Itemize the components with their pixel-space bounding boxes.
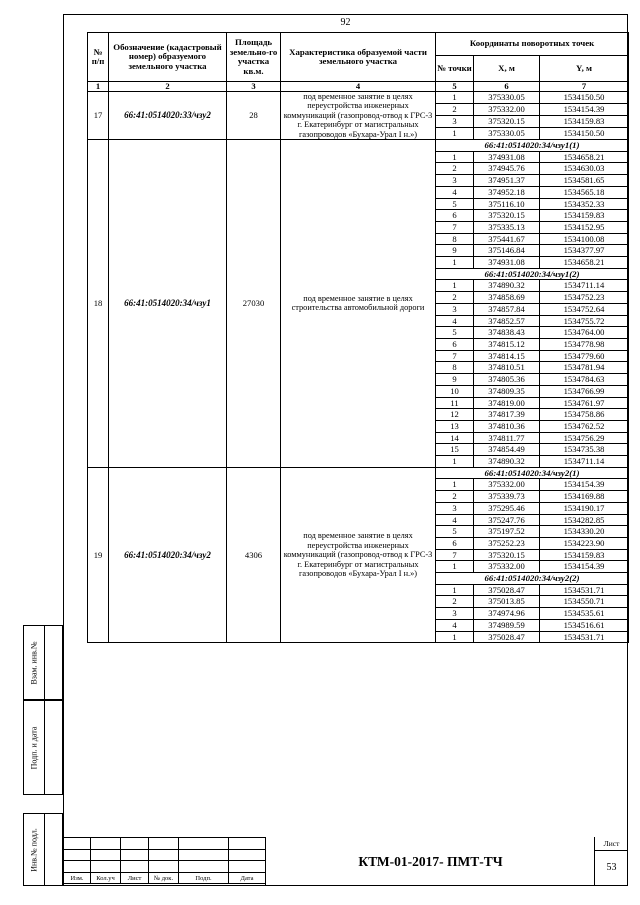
y-coordinate: 1534784.63 bbox=[540, 374, 629, 386]
row-number: 18 bbox=[88, 140, 109, 468]
y-coordinate: 1534535.61 bbox=[540, 608, 629, 620]
point-number: 2 bbox=[436, 292, 474, 304]
x-coordinate: 375332.00 bbox=[474, 561, 540, 573]
x-coordinate: 374890.32 bbox=[474, 280, 540, 292]
point-number: 1 bbox=[436, 92, 474, 104]
y-coordinate: 1534377.97 bbox=[540, 245, 629, 257]
x-coordinate: 375028.47 bbox=[474, 631, 540, 643]
x-coordinate: 375028.47 bbox=[474, 584, 540, 596]
y-coordinate: 1534711.14 bbox=[540, 456, 629, 468]
column-number: 5 bbox=[436, 82, 474, 92]
point-number: 5 bbox=[436, 327, 474, 339]
point-number: 3 bbox=[436, 608, 474, 620]
y-coordinate: 1534330.20 bbox=[540, 526, 629, 538]
x-coordinate: 374931.08 bbox=[474, 257, 540, 269]
table-row bbox=[88, 92, 629, 104]
y-coordinate: 1534190.17 bbox=[540, 502, 629, 514]
x-coordinate: 374952.18 bbox=[474, 186, 540, 198]
y-coordinate: 1534781.94 bbox=[540, 362, 629, 374]
x-coordinate: 375330.05 bbox=[474, 128, 540, 140]
point-number: 3 bbox=[436, 502, 474, 514]
y-coordinate: 1534752.23 bbox=[540, 292, 629, 304]
table-row bbox=[88, 467, 629, 479]
x-coordinate: 374974.96 bbox=[474, 608, 540, 620]
header-y: Y, м bbox=[540, 56, 629, 82]
y-coordinate: 1534778.98 bbox=[540, 338, 629, 350]
side-label-replace: Взам. инв.№ bbox=[29, 640, 39, 685]
point-number: 10 bbox=[436, 385, 474, 397]
y-coordinate: 1534100.08 bbox=[540, 233, 629, 245]
point-number: 7 bbox=[436, 350, 474, 362]
point-number: 1 bbox=[436, 561, 474, 573]
side-label-inventory: Инв.№ подл. bbox=[29, 827, 39, 872]
y-coordinate: 1534516.61 bbox=[540, 619, 629, 631]
point-number: 1 bbox=[436, 456, 474, 468]
x-coordinate: 374815.12 bbox=[474, 338, 540, 350]
cadastral-number: 66:41:0514020:34/чзу2 bbox=[109, 467, 227, 643]
x-coordinate: 374945.76 bbox=[474, 163, 540, 175]
side-box-inventory bbox=[23, 813, 63, 886]
y-coordinate: 1534761.97 bbox=[540, 397, 629, 409]
x-coordinate: 375441.67 bbox=[474, 233, 540, 245]
x-coordinate: 374951.37 bbox=[474, 175, 540, 187]
point-number: 3 bbox=[436, 175, 474, 187]
x-coordinate: 375339.73 bbox=[474, 491, 540, 503]
point-number: 12 bbox=[436, 409, 474, 421]
x-coordinate: 375320.15 bbox=[474, 210, 540, 222]
x-coordinate: 375330.05 bbox=[474, 92, 540, 104]
stamp-col-label: Лист bbox=[121, 872, 149, 884]
point-number: 6 bbox=[436, 537, 474, 549]
stamp-col-label: Изм. bbox=[64, 872, 91, 884]
header-point: № точки bbox=[436, 56, 474, 82]
area-value: 4306 bbox=[227, 467, 281, 643]
y-coordinate: 1534755.72 bbox=[540, 315, 629, 327]
x-coordinate: 374809.35 bbox=[474, 385, 540, 397]
coordinates-table bbox=[87, 32, 629, 643]
column-number: 4 bbox=[281, 82, 436, 92]
y-coordinate: 1534550.71 bbox=[540, 596, 629, 608]
x-coordinate: 375320.15 bbox=[474, 549, 540, 561]
x-coordinate: 374817.39 bbox=[474, 409, 540, 421]
x-coordinate: 374814.15 bbox=[474, 350, 540, 362]
stamp-table bbox=[63, 837, 266, 884]
side-box-replace bbox=[23, 625, 63, 700]
y-coordinate: 1534154.39 bbox=[540, 561, 629, 573]
x-coordinate: 374854.49 bbox=[474, 444, 540, 456]
header-area: Площадь земельно-го участка кв.м. bbox=[227, 33, 281, 82]
y-coordinate: 1534658.21 bbox=[540, 257, 629, 269]
y-coordinate: 1534658.21 bbox=[540, 151, 629, 163]
characteristic-text: под временное занятие в целях переустройства инженерных коммуникаций (газопровод-отвод к ГРС-3 г. Екатеринбург от магистральных газопроводов «Бухара-Урал I н.») bbox=[281, 92, 436, 140]
x-coordinate: 374858.69 bbox=[474, 292, 540, 304]
title-block bbox=[63, 837, 628, 886]
contour-title: 66:41:0514020:34/чзу1(1) bbox=[436, 140, 629, 152]
y-coordinate: 1534581.65 bbox=[540, 175, 629, 187]
x-coordinate: 375332.00 bbox=[474, 104, 540, 116]
point-number: 2 bbox=[436, 596, 474, 608]
x-coordinate: 374852.57 bbox=[474, 315, 540, 327]
x-coordinate: 375335.13 bbox=[474, 221, 540, 233]
area-value: 28 bbox=[227, 92, 281, 140]
point-number: 13 bbox=[436, 420, 474, 432]
y-coordinate: 1534159.83 bbox=[540, 210, 629, 222]
header-designation: Обозначение (кадастровый номер) образуемого земельного участка bbox=[109, 33, 227, 82]
y-coordinate: 1534766.99 bbox=[540, 385, 629, 397]
header-num: № п/п bbox=[88, 33, 109, 82]
y-coordinate: 1534762.52 bbox=[540, 420, 629, 432]
y-coordinate: 1534531.71 bbox=[540, 584, 629, 596]
contour-title: 66:41:0514020:34/чзу2(2) bbox=[436, 573, 629, 585]
y-coordinate: 1534150.50 bbox=[540, 128, 629, 140]
point-number: 6 bbox=[436, 338, 474, 350]
point-number: 2 bbox=[436, 491, 474, 503]
point-number: 2 bbox=[436, 104, 474, 116]
point-number: 8 bbox=[436, 233, 474, 245]
table-row bbox=[88, 140, 629, 152]
header-coords: Координаты поворотных точек bbox=[436, 33, 629, 56]
point-number: 4 bbox=[436, 514, 474, 526]
column-number: 2 bbox=[109, 82, 227, 92]
characteristic-text: под временное занятие в целях строительства автомобильной дороги bbox=[281, 140, 436, 468]
y-coordinate: 1534630.03 bbox=[540, 163, 629, 175]
column-number: 3 bbox=[227, 82, 281, 92]
x-coordinate: 375332.00 bbox=[474, 479, 540, 491]
y-coordinate: 1534159.83 bbox=[540, 116, 629, 128]
x-coordinate: 375295.46 bbox=[474, 502, 540, 514]
x-coordinate: 374810.36 bbox=[474, 420, 540, 432]
point-number: 5 bbox=[436, 198, 474, 210]
point-number: 6 bbox=[436, 210, 474, 222]
page-number-top: 92 bbox=[340, 17, 351, 28]
x-coordinate: 374838.43 bbox=[474, 327, 540, 339]
row-number: 19 bbox=[88, 467, 109, 643]
y-coordinate: 1534752.64 bbox=[540, 303, 629, 315]
header-x: X, м bbox=[474, 56, 540, 82]
contour-title: 66:41:0514020:34/чзу1(2) bbox=[436, 268, 629, 280]
point-number: 4 bbox=[436, 315, 474, 327]
y-coordinate: 1534758.86 bbox=[540, 409, 629, 421]
point-number: 1 bbox=[436, 631, 474, 643]
side-label-sign-date: Подп. и дата bbox=[29, 726, 39, 769]
y-coordinate: 1534779.60 bbox=[540, 350, 629, 362]
x-coordinate: 375116.10 bbox=[474, 198, 540, 210]
table-body bbox=[88, 92, 629, 643]
row-number: 17 bbox=[88, 92, 109, 140]
point-number: 3 bbox=[436, 303, 474, 315]
point-number: 3 bbox=[436, 116, 474, 128]
point-number: 1 bbox=[436, 584, 474, 596]
sheet-number: 53 bbox=[606, 862, 617, 873]
y-coordinate: 1534159.83 bbox=[540, 549, 629, 561]
cadastral-number: 66:41:0514020:34/чзу1 bbox=[109, 140, 227, 468]
stamp-col-label: Дата bbox=[229, 872, 266, 884]
y-coordinate: 1534154.39 bbox=[540, 479, 629, 491]
characteristic-text: под временное занятие в целях переустройства инженерных коммуникаций (газопровод-отвод к ГРС-3 г. Екатеринбург от магистральных газопроводов «Бухара-Урал I н.») bbox=[281, 467, 436, 643]
y-coordinate: 1534282.85 bbox=[540, 514, 629, 526]
x-coordinate: 374890.32 bbox=[474, 456, 540, 468]
column-number: 6 bbox=[474, 82, 540, 92]
point-number: 1 bbox=[436, 280, 474, 292]
point-number: 8 bbox=[436, 362, 474, 374]
point-number: 15 bbox=[436, 444, 474, 456]
document-code: КТМ-01-2017- ПМТ-ТЧ bbox=[265, 837, 595, 886]
x-coordinate: 375252.23 bbox=[474, 537, 540, 549]
y-coordinate: 1534711.14 bbox=[540, 280, 629, 292]
stamp-col-label: Кол.уч bbox=[91, 872, 121, 884]
y-coordinate: 1534756.29 bbox=[540, 432, 629, 444]
point-number: 2 bbox=[436, 163, 474, 175]
x-coordinate: 374819.00 bbox=[474, 397, 540, 409]
point-number: 4 bbox=[436, 186, 474, 198]
side-box-sign bbox=[23, 700, 63, 795]
x-coordinate: 375247.76 bbox=[474, 514, 540, 526]
y-coordinate: 1534352.33 bbox=[540, 198, 629, 210]
y-coordinate: 1534169.88 bbox=[540, 491, 629, 503]
point-number: 9 bbox=[436, 374, 474, 386]
y-coordinate: 1534565.18 bbox=[540, 186, 629, 198]
y-coordinate: 1534764.00 bbox=[540, 327, 629, 339]
x-coordinate: 375320.15 bbox=[474, 116, 540, 128]
sheet-box bbox=[594, 837, 628, 886]
y-coordinate: 1534150.50 bbox=[540, 92, 629, 104]
y-coordinate: 1534152.95 bbox=[540, 221, 629, 233]
point-number: 5 bbox=[436, 526, 474, 538]
column-number: 1 bbox=[88, 82, 109, 92]
column-number: 7 bbox=[540, 82, 629, 92]
point-number: 9 bbox=[436, 245, 474, 257]
contour-title: 66:41:0514020:34/чзу2(1) bbox=[436, 467, 629, 479]
point-number: 1 bbox=[436, 479, 474, 491]
point-number: 7 bbox=[436, 221, 474, 233]
header-characteristic: Характеристика образуемой части земельного участка bbox=[281, 33, 436, 82]
stamp-col-label: № док. bbox=[149, 872, 179, 884]
point-number: 1 bbox=[436, 128, 474, 140]
x-coordinate: 374805.36 bbox=[474, 374, 540, 386]
x-coordinate: 374989.59 bbox=[474, 619, 540, 631]
stamp-col-label: Подп. bbox=[179, 872, 229, 884]
x-coordinate: 374810.51 bbox=[474, 362, 540, 374]
x-coordinate: 375197.52 bbox=[474, 526, 540, 538]
x-coordinate: 374811.77 bbox=[474, 432, 540, 444]
x-coordinate: 374931.08 bbox=[474, 151, 540, 163]
x-coordinate: 374857.84 bbox=[474, 303, 540, 315]
x-coordinate: 375013.85 bbox=[474, 596, 540, 608]
y-coordinate: 1534735.38 bbox=[540, 444, 629, 456]
point-number: 11 bbox=[436, 397, 474, 409]
point-number: 4 bbox=[436, 619, 474, 631]
cadastral-number: 66:41:0514020:33/чзу2 bbox=[109, 92, 227, 140]
y-coordinate: 1534154.39 bbox=[540, 104, 629, 116]
point-number: 1 bbox=[436, 151, 474, 163]
point-number: 7 bbox=[436, 549, 474, 561]
area-value: 27030 bbox=[227, 140, 281, 468]
x-coordinate: 375146.84 bbox=[474, 245, 540, 257]
sheet-label: Лист bbox=[595, 837, 628, 851]
y-coordinate: 1534531.71 bbox=[540, 631, 629, 643]
point-number: 14 bbox=[436, 432, 474, 444]
point-number: 1 bbox=[436, 257, 474, 269]
y-coordinate: 1534223.90 bbox=[540, 537, 629, 549]
